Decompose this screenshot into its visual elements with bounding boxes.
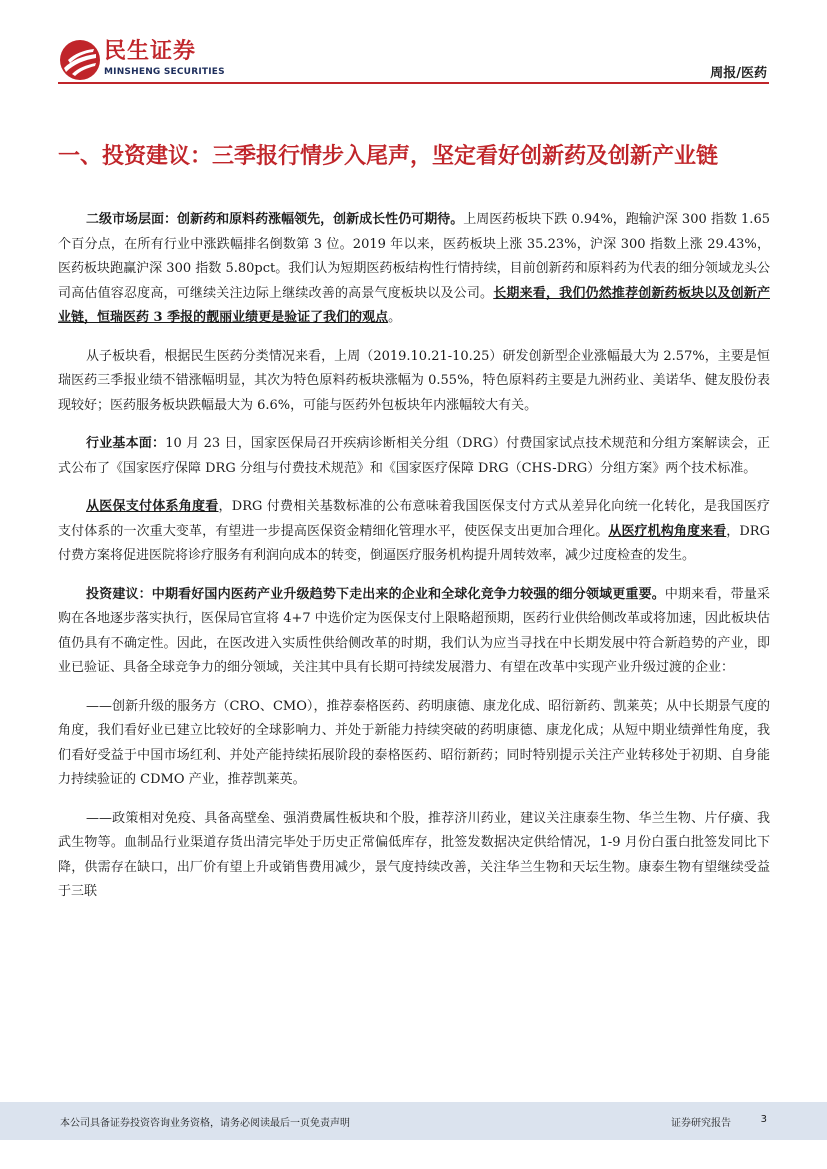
- paragraph-sub-sectors: 从子板块看，根据民生医药分类情况来看，上周（2019.10.21-10.25）研发创新型企业涨幅最大为 2.57%，主要是恒瑞医药三季报业绩不错涨幅明显，其次为特色原料药板块涨幅为 0.55%，特色原料药主要是九洲药业、美诺华、健友股份表现较好；医药服务板块跌幅最大为 6.6%，可能与医药外包板块年内涨幅较大有关。: [58, 348, 770, 413]
- report-body: [58, 208, 770, 919]
- lead-heading: 二级市场层面：创新药和原料药涨幅领先，创新成长性仍可期待。: [86, 212, 464, 227]
- lead-heading: 从医疗机构角度来看: [608, 523, 727, 539]
- header-divider: [58, 82, 769, 84]
- paragraph-cro-cmo: ——创新升级的服务方（CRO、CMO），推荐泰格医药、药明康德、康龙化成、昭衍新药、凯莱英；从中长期景气度的角度，我们看好业已建立比较好的全球影响力、并处于新能力持续突破的药明康德、康龙化成；从短中期业绩弹性角度，我们看好受益于中国市场红利、并处产能持续拓展阶段的泰格医药、昭衍新药；同时特别提示关注产业转移处于初期、自身能力持续验证的 CDMO 产业，推荐凯莱英。: [58, 698, 770, 787]
- paragraph-consumer-pharma: ——政策相对免疫、具备高壁垒、强消费属性板块和个股，推荐济川药业，建议关注康泰生物、华兰生物、片仔癀、我武生物等。血制品行业渠道存货出清完毕处于历史正常偏低库存，批签发数据决定供给情况，1-9 月份白蛋白批签发同比下降，供需存在缺口，出厂价有望上升或销售费用减少，景气度持续改善，关注华兰生物和天坛生物。康泰生物有望继续受益于三联: [58, 810, 770, 899]
- lead-heading: 投资建议：中期看好国内医药产业升级趋势下走出来的企业和全球化竞争力较强的细分领域更重要。: [86, 586, 665, 602]
- brand-name-english: MINSHENG SECURITIES: [104, 67, 225, 77]
- paragraph-investment-advice: [58, 583, 770, 681]
- body-text: 中期来看，带量采购在各地逐步落实执行，医保局官宣将 4+7 中选价定为医保支付上限略超预期，医药行业供给侧改革或将加速，因此板块估值仍具有不确定性。因此，在医改进入实质性供给侧改革的时期，我们认为应当寻找在中长期发展中符合新趋势的产业，即业已验证、具备全球竞争力的细分领域，关注其中具有长期可持续发展潜力、有望在改革中实现产业升级过渡的企业：: [58, 586, 770, 675]
- lead-heading: 从医保支付体系角度看: [86, 499, 219, 514]
- page-number: 3: [760, 1114, 767, 1125]
- body-text: 10 月 23 日，国家医保局召开疾病诊断相关分组（DRG）付费国家试点技术规范和分组方案解读会，正式公布了《国家医疗保障 DRG 分组与付费技术规范》和《国家医疗保障 DRG（CHS-DRG）分组方案》两个技术标准。: [58, 436, 770, 476]
- section-title: 一、投资建议：三季报行情步入尾声，坚定看好创新药及创新产业链: [58, 144, 719, 169]
- footer-disclaimer: 本公司具备证券投资咨询业务资格，请务必阅读最后一页免责声明: [60, 1118, 350, 1129]
- body-text: ，DRG 付费方案将促进医院将诊疗服务有利润向成本的转变，倒逼医疗服务机构提升周转效率，减少过度检查的发生。: [58, 523, 770, 563]
- lead-heading: 行业基本面：: [86, 436, 166, 451]
- key-conclusion: 长期来看，我们仍然推荐创新药板块以及创新产业链，恒瑞医药 3 季报的靓丽业绩更是验证了我们的观点: [58, 285, 770, 325]
- body-text: 上周医药板块下跌 0.94%，跑输沪深 300 指数 1.65 个百分点，在所有行业中涨跌幅排名倒数第 3 位。2019 年以来，医药板块上涨 35.23%，沪深 300 指数上涨 29.43%，医药板块跑赢沪深 300 指数 5.80pct。我们认为短期医药板结构性行情持续，目前创新药和原料药为代表的细分领域龙头公司高估值容忍度高，可继续关注边际上继续改善的高景气度板块以及公司。: [58, 212, 770, 301]
- body-text: ，DRG 付费相关基数标准的公布意味着我国医保支付方式从差异化向统一化转化，是我国医疗支付体系的一次重大变革，有望进一步提高医保资金精细化管理水平，使医保支出更加合理化。: [58, 499, 770, 539]
- paragraph-secondary-market: [58, 208, 770, 331]
- paragraph-industry-fundamentals: [58, 432, 770, 481]
- body-text: 。: [388, 310, 402, 325]
- report-type-label: 周报/医药: [710, 66, 767, 81]
- paragraph-drg-analysis: [58, 495, 770, 569]
- footer-doc-type: 证券研究报告: [671, 1118, 731, 1129]
- page-header: [0, 0, 827, 90]
- minsheng-logo-icon: [58, 38, 102, 82]
- brand-name: 民生证券: [104, 39, 197, 64]
- page-footer: [0, 1102, 827, 1140]
